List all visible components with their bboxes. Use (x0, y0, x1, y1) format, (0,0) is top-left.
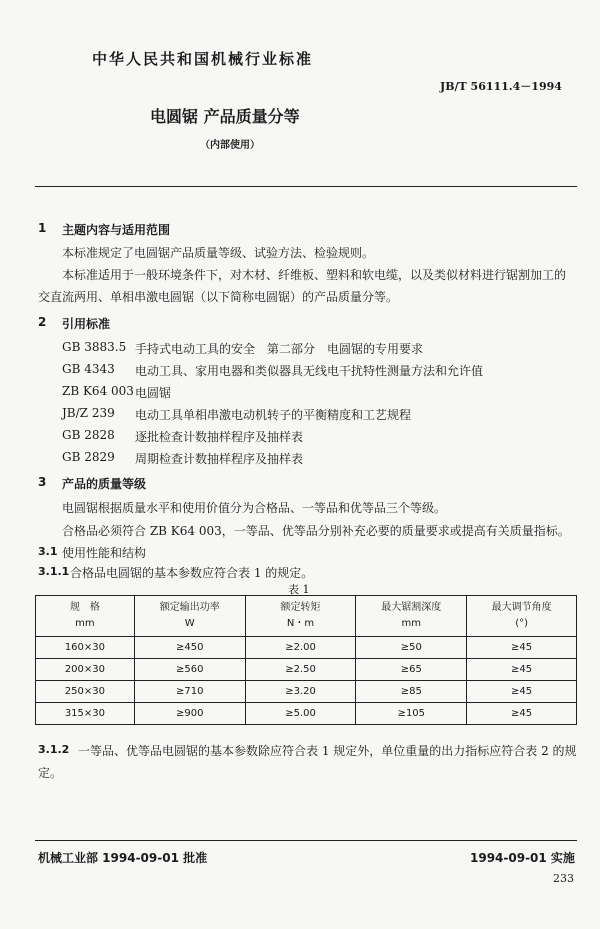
table-row (36, 637, 577, 659)
section-3-heading: 产品的质量等级 (62, 477, 147, 491)
section-1-para-2-line-1: 本标准适用于一般环境条件下，对木材、纤维板、塑料和软电缆，以及类似材料进行锯割加工的 (62, 268, 567, 282)
table-row (36, 681, 577, 703)
page-number: 233 (553, 872, 574, 885)
approval-line: 机械工业部 1994-09-01 批准 (38, 851, 208, 865)
ref-title: 手持式电动工具的安全 第二部分 电圆锯的专用要求 (135, 342, 424, 356)
table-cell: ≥45 (467, 681, 577, 703)
table-header-cell (134, 596, 245, 637)
table-cell: ≥45 (467, 637, 577, 659)
header-divider (35, 186, 577, 187)
table-cell: ≥5.00 (245, 703, 356, 725)
ref-code: ZB K64 003 (62, 384, 134, 398)
table-cell: ≥85 (356, 681, 467, 703)
header-unit: N・m (286, 618, 315, 629)
header-unit: mm (75, 618, 95, 629)
ref-code: GB 4343 (62, 362, 115, 376)
footer-divider (35, 840, 577, 841)
ref-title: 周期检查计数抽样程序及抽样表 (135, 452, 304, 466)
table-cell: ≥2.00 (245, 637, 356, 659)
ref-title: 电圆锯 (135, 386, 172, 400)
header-name: 额定转矩 (280, 602, 321, 613)
ref-code: GB 2828 (62, 428, 115, 442)
table-cell: 160×30 (36, 637, 135, 659)
ref-code: JB/Z 239 (62, 406, 115, 420)
subsection-3-1-2-line-2: 定。 (38, 766, 63, 780)
ref-title: 电动工具单相串激电动机转子的平衡精度和工艺规程 (135, 408, 412, 422)
section-3-para-2: 合格品必须符合 ZB K64 003，一等品、优等品分别补充必要的质量要求或提高有关质量指标。 (62, 524, 570, 538)
table-cell: ≥45 (467, 703, 577, 725)
table-cell: ≥50 (356, 637, 467, 659)
parameter-table (35, 595, 577, 725)
section-3-para-1: 电圆锯根据质量水平和使用价值分为合格品、一等品和优等品三个等级。 (62, 501, 447, 515)
ref-title: 电动工具、家用电器和类似器具无线电干扰特性测量方法和允许值 (135, 364, 484, 378)
table-cell: 200×30 (36, 659, 135, 681)
subsection-3-1-1-number: 3.1.1 (38, 565, 70, 578)
header-name: 最大调节角度 (491, 602, 552, 613)
table-cell: ≥45 (467, 659, 577, 681)
section-2-heading: 引用标准 (62, 317, 111, 331)
section-1-para-1: 本标准规定了电圆锯产品质量等级、试验方法、检验规则。 (62, 246, 375, 260)
table-header-cell (36, 596, 135, 637)
table-cell: ≥450 (134, 637, 245, 659)
table-header-cell (356, 596, 467, 637)
table-row (36, 659, 577, 681)
table-cell: ≥2.50 (245, 659, 356, 681)
standard-code: JB/T 56111.4－1994 (440, 80, 562, 93)
document-title: 电圆锯 产品质量分等 (150, 107, 300, 126)
header-name: 额定输出功率 (159, 602, 220, 613)
section-1-heading: 主题内容与适用范围 (62, 223, 171, 237)
ref-title: 逐批检查计数抽样程序及抽样表 (135, 430, 304, 444)
subsection-3-1-number: 3.1 (38, 545, 58, 558)
section-1-number: 1 (38, 221, 47, 235)
table-header-cell (245, 596, 356, 637)
table-cell: 315×30 (36, 703, 135, 725)
table-header-cell (467, 596, 577, 637)
table-cell: ≥560 (134, 659, 245, 681)
table-caption: 表 1 (288, 583, 310, 596)
document-subtitle: （内部使用） (200, 140, 260, 151)
header-unit: mm (401, 618, 422, 629)
ref-code: GB 2829 (62, 450, 115, 464)
subsection-3-1-2-number: 3.1.2 (38, 743, 70, 756)
header-name: 最大锯割深度 (381, 602, 442, 613)
ref-code: GB 3883.5 (62, 340, 127, 354)
header-unit: W (184, 618, 195, 629)
section-3-number: 3 (38, 475, 47, 489)
header-name: 规 格 (69, 602, 100, 613)
section-1-para-2-line-2: 交直流两用、单相串激电圆锯（以下简称电圆锯）的产品质量分等。 (38, 290, 399, 304)
table-cell: ≥710 (134, 681, 245, 703)
subsection-3-1-2-line-1: 一等品、优等品电圆锯的基本参数除应符合表 1 规定外，单位重量的出力指标应符合表 2 的规 (78, 744, 577, 758)
implementation-line: 1994-09-01 实施 (470, 851, 575, 865)
table-cell: 250×30 (36, 681, 135, 703)
table-row (36, 703, 577, 725)
table-cell: ≥3.20 (245, 681, 356, 703)
table-cell: ≥65 (356, 659, 467, 681)
table-cell: ≥900 (134, 703, 245, 725)
subsection-3-1-1-text: 合格品电圆锯的基本参数应符合表 1 的规定。 (70, 566, 314, 580)
header-unit: (°) (515, 618, 528, 629)
section-2-number: 2 (38, 315, 47, 329)
table-cell: ≥105 (356, 703, 467, 725)
standard-series-title: 中华人民共和国机械行业标准 (92, 50, 314, 68)
subsection-3-1-heading: 使用性能和结构 (62, 546, 147, 560)
table-header-row (36, 596, 577, 637)
